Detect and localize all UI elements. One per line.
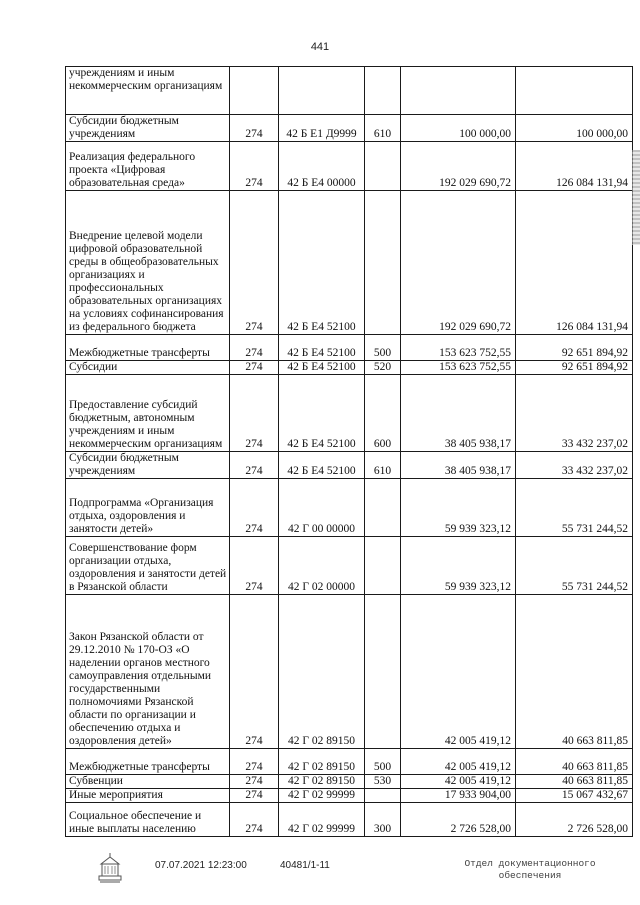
cell-vr: 530 — [365, 775, 401, 789]
cell-name: Социальное обеспечение и иные выплаты населению — [66, 803, 230, 837]
cell-name: Субсидии бюджетным учреждениям — [66, 452, 230, 479]
cell-sum-2021: 42 005 419,12 — [401, 749, 516, 775]
cell-name: Субсидии бюджетным учреждениям — [66, 115, 230, 142]
cell-sum-2021: 153 623 752,55 — [401, 361, 516, 375]
cell-sum-2021: 17 933 904,00 — [401, 789, 516, 803]
cell-sum-2021: 192 029 690,72 — [401, 191, 516, 335]
cell-vr — [365, 789, 401, 803]
cell-name: учреждениям и иным некоммерческим организациям — [66, 67, 230, 115]
cell-sum-2021: 38 405 938,17 — [401, 375, 516, 452]
cell-csr: 42 Г 02 99999 — [279, 789, 365, 803]
cell-name: Внедрение целевой модели цифровой образовательной среды в общеобразовательных организациях и профессиональных образовательных организациях на условиях софинансирования из федерального бюджета — [66, 191, 230, 335]
cell-sum-2021: 192 029 690,72 — [401, 142, 516, 191]
budget-table — [65, 66, 633, 837]
table-row — [66, 452, 633, 479]
cell-sum-2022: 55 731 244,52 — [516, 479, 633, 537]
cell-name: Предоставление субсидий бюджетным, автономным учреждениям и иным некоммерческим организациям — [66, 375, 230, 452]
document-number: 40481/1-11 — [280, 860, 330, 871]
cell-csr: 42 Г 02 89150 — [279, 595, 365, 749]
footer — [0, 858, 640, 898]
cell-name: Закон Рязанской области от 29.12.2010 № 170-ОЗ «О наделении органов местного самоуправления отдельными государственными полномочиями Рязанской области по организации и обеспечению отдыха и оздоровления детей» — [66, 595, 230, 749]
cell-csr: 42 Б Е4 52100 — [279, 361, 365, 375]
cell-sum-2022: 92 651 894,92 — [516, 361, 633, 375]
cell-vr — [365, 595, 401, 749]
cell-code: 274 — [230, 749, 279, 775]
table-row — [66, 361, 633, 375]
cell-sum-2022: 40 663 811,85 — [516, 749, 633, 775]
cell-sum-2022: 2 726 528,00 — [516, 803, 633, 837]
cell-sum-2022: 126 084 131,94 — [516, 142, 633, 191]
cell-vr — [365, 67, 401, 115]
cell-sum-2022: 92 651 894,92 — [516, 335, 633, 361]
table-row — [66, 749, 633, 775]
table-row — [66, 115, 633, 142]
cell-vr: 600 — [365, 375, 401, 452]
cell-csr: 42 Г 02 00000 — [279, 537, 365, 595]
cell-vr: 610 — [365, 115, 401, 142]
cell-name: Реализация федерального проекта «Цифровая образовательная среда» — [66, 142, 230, 191]
cell-sum-2021: 153 623 752,55 — [401, 335, 516, 361]
cell-vr: 610 — [365, 452, 401, 479]
cell-sum-2022 — [516, 67, 633, 115]
cell-csr: 42 Б Е4 52100 — [279, 335, 365, 361]
cell-name: Совершенствование форм организации отдыха, оздоровления и занятости детей в Рязанской области — [66, 537, 230, 595]
cell-code: 274 — [230, 775, 279, 789]
cell-code: 274 — [230, 191, 279, 335]
cell-sum-2022: 100 000,00 — [516, 115, 633, 142]
cell-code: 274 — [230, 789, 279, 803]
cell-vr: 500 — [365, 749, 401, 775]
cell-name: Субвенции — [66, 775, 230, 789]
cell-sum-2021: 2 726 528,00 — [401, 803, 516, 837]
cell-name: Межбюджетные трансферты — [66, 335, 230, 361]
cell-csr: 42 Г 02 89150 — [279, 749, 365, 775]
cell-vr — [365, 191, 401, 335]
table-row — [66, 142, 633, 191]
cell-sum-2021: 38 405 938,17 — [401, 452, 516, 479]
cell-name: Межбюджетные трансферты — [66, 749, 230, 775]
cell-sum-2021 — [401, 67, 516, 115]
cell-code: 274 — [230, 142, 279, 191]
cell-vr — [365, 479, 401, 537]
cell-code: 274 — [230, 452, 279, 479]
table-row — [66, 595, 633, 749]
table-row — [66, 789, 633, 803]
cell-code: 274 — [230, 115, 279, 142]
cell-sum-2021: 42 005 419,12 — [401, 775, 516, 789]
cell-sum-2021: 100 000,00 — [401, 115, 516, 142]
cell-sum-2022: 33 432 237,02 — [516, 375, 633, 452]
table-row — [66, 537, 633, 595]
cell-csr: 42 Б Е4 52100 — [279, 375, 365, 452]
table-row — [66, 803, 633, 837]
cell-vr — [365, 537, 401, 595]
cell-sum-2021: 59 939 323,12 — [401, 537, 516, 595]
table-row — [66, 479, 633, 537]
cell-csr: 42 Г 00 00000 — [279, 479, 365, 537]
cell-csr: 42 Б Е4 00000 — [279, 142, 365, 191]
cell-csr: 42 Б Е1 Д9999 — [279, 115, 365, 142]
cell-csr: 42 Б Е4 52100 — [279, 191, 365, 335]
cell-sum-2022: 55 731 244,52 — [516, 537, 633, 595]
scan-edge-artifact — [632, 150, 640, 245]
cell-code: 274 — [230, 803, 279, 837]
cell-code: 274 — [230, 479, 279, 537]
table-row — [66, 375, 633, 452]
cell-csr — [279, 67, 365, 115]
cell-name: Субсидии — [66, 361, 230, 375]
table-row — [66, 67, 633, 115]
cell-vr: 500 — [365, 335, 401, 361]
cell-code: 274 — [230, 537, 279, 595]
cell-vr — [365, 142, 401, 191]
cell-name: Подпрограмма «Организация отдыха, оздоровления и занятости детей» — [66, 479, 230, 537]
timestamp: 07.07.2021 12:23:00 — [155, 860, 247, 871]
cell-sum-2022: 40 663 811,85 — [516, 595, 633, 749]
cell-csr: 42 Г 02 99999 — [279, 803, 365, 837]
page-number: 441 — [310, 41, 330, 53]
cell-vr: 520 — [365, 361, 401, 375]
cell-sum-2022: 40 663 811,85 — [516, 775, 633, 789]
table-row — [66, 191, 633, 335]
table-row — [66, 775, 633, 789]
cell-sum-2021: 42 005 419,12 — [401, 595, 516, 749]
table-row — [66, 335, 633, 361]
cell-name: Иные мероприятия — [66, 789, 230, 803]
cell-code — [230, 67, 279, 115]
cell-code: 274 — [230, 375, 279, 452]
cell-csr: 42 Г 02 89150 — [279, 775, 365, 789]
department-stamp: Отдел документационного обеспечения — [464, 858, 596, 881]
cell-code: 274 — [230, 335, 279, 361]
cell-sum-2021: 59 939 323,12 — [401, 479, 516, 537]
cell-sum-2022: 33 432 237,02 — [516, 452, 633, 479]
cell-sum-2022: 126 084 131,94 — [516, 191, 633, 335]
cell-code: 274 — [230, 361, 279, 375]
cell-csr: 42 Б Е4 52100 — [279, 452, 365, 479]
cell-vr: 300 — [365, 803, 401, 837]
cell-code: 274 — [230, 595, 279, 749]
building-stamp-icon — [97, 852, 123, 884]
cell-sum-2022: 15 067 432,67 — [516, 789, 633, 803]
